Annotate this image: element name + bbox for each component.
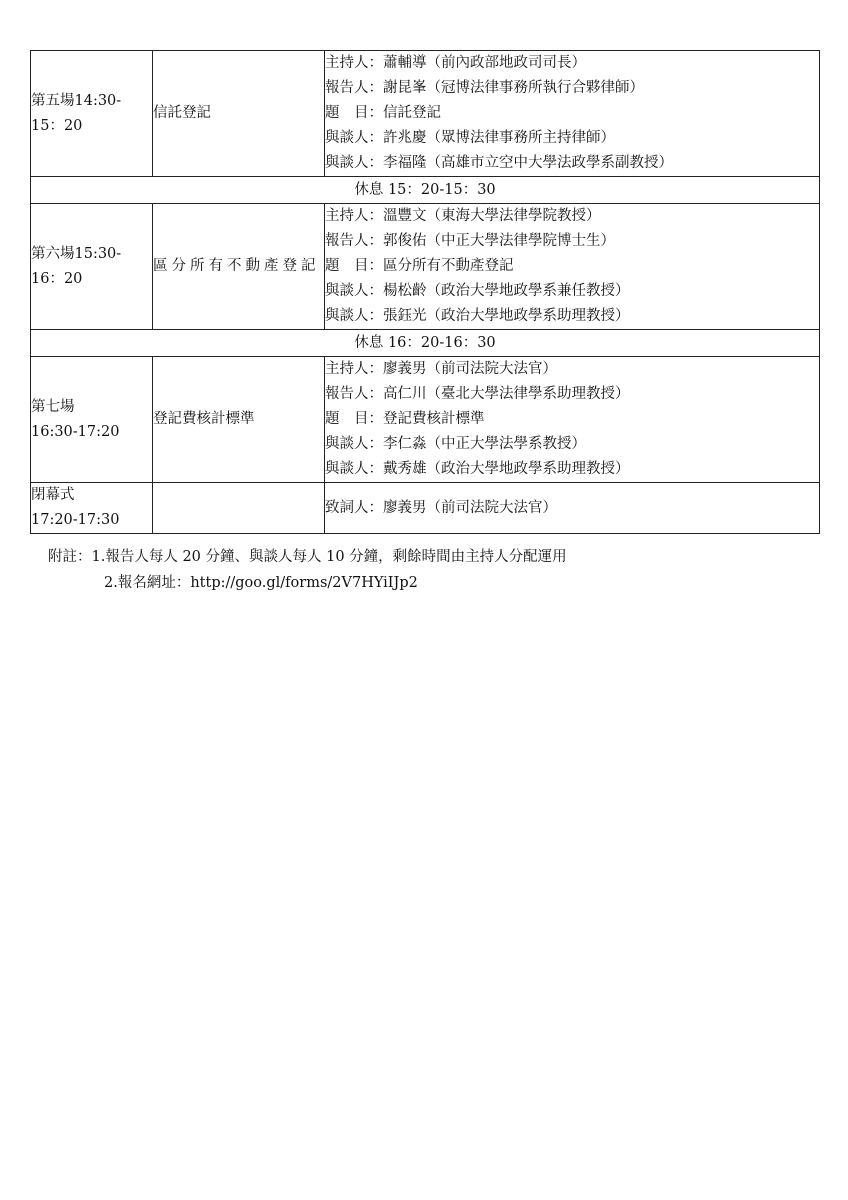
session-time-line1: 第七場 bbox=[31, 398, 75, 415]
discussant-line: 與談人：戴秀雄（政治大學地政學系助理教授） bbox=[325, 461, 630, 477]
break-text: 休息 15：20-15：30 bbox=[31, 177, 820, 204]
moderator-line: 主持人：蕭輔導（前內政部地政司司長） bbox=[325, 55, 586, 71]
session-topic: 登記費核計標準 bbox=[153, 357, 325, 483]
title-line: 題 目：信託登記 bbox=[325, 105, 441, 121]
session-people bbox=[325, 51, 820, 177]
title-line: 題 目：登記費核計標準 bbox=[325, 411, 485, 427]
break-text: 休息 16：20-16：30 bbox=[31, 330, 820, 357]
session-time bbox=[31, 204, 153, 330]
footnote-line: 附註：1.報告人每人 20 分鐘、與談人每人 10 分鐘，剩餘時間由主持人分配運用 bbox=[48, 549, 567, 565]
session-time-line2: 15：20 bbox=[31, 117, 83, 134]
session-time-line1: 第五場14:30- bbox=[31, 92, 122, 109]
break-row bbox=[31, 330, 820, 357]
discussant-line: 與談人：許兆慶（眾博法律事務所主持律師） bbox=[325, 130, 615, 146]
session-row bbox=[31, 51, 820, 177]
session-time bbox=[31, 51, 153, 177]
break-row bbox=[31, 177, 820, 204]
discussant-line: 與談人：楊松齡（政治大學地政學系兼任教授） bbox=[325, 283, 630, 299]
reporter-line: 報告人：郭俊佑（中正大學法律學院博士生） bbox=[325, 233, 615, 249]
moderator-line: 主持人：廖義男（前司法院大法官） bbox=[325, 361, 557, 377]
session-row bbox=[31, 357, 820, 483]
session-topic: 區分所有不動產登記 bbox=[153, 204, 325, 330]
session-time-line1: 第六場15:30- bbox=[31, 245, 122, 262]
discussant-line: 與談人：李仁淼（中正大學法學系教授） bbox=[325, 436, 586, 452]
closing-time: 閉幕式 17:20-17:30 bbox=[31, 483, 153, 534]
session-time bbox=[31, 357, 153, 483]
reporter-line: 報告人：謝昆峯（冠博法律事務所執行合夥律師） bbox=[325, 80, 644, 96]
title-line: 題 目：區分所有不動產登記 bbox=[325, 258, 514, 274]
footnote-line: 2.報名網址：http://goo.gl/forms/2V7HYiIJp2 bbox=[104, 575, 418, 591]
session-row bbox=[31, 204, 820, 330]
closing-topic bbox=[153, 483, 325, 534]
discussant-line: 與談人：李福隆（高雄市立空中大學法政學系副教授） bbox=[325, 155, 673, 171]
schedule-table bbox=[30, 50, 820, 534]
session-people bbox=[325, 204, 820, 330]
reporter-line: 報告人：高仁川（臺北大學法律學系助理教授） bbox=[325, 386, 630, 402]
footnotes bbox=[48, 544, 567, 596]
closing-speaker: 致詞人：廖義男（前司法院大法官） bbox=[325, 483, 820, 534]
closing-row bbox=[31, 483, 820, 534]
session-people bbox=[325, 357, 820, 483]
session-time-line2: 16:30-17:20 bbox=[31, 423, 120, 440]
moderator-line: 主持人：溫豐文（東海大學法律學院教授） bbox=[325, 208, 601, 224]
session-topic: 信託登記 bbox=[153, 51, 325, 177]
session-time-line2: 16：20 bbox=[31, 270, 83, 287]
discussant-line: 與談人：張鈺光（政治大學地政學系助理教授） bbox=[325, 308, 630, 324]
